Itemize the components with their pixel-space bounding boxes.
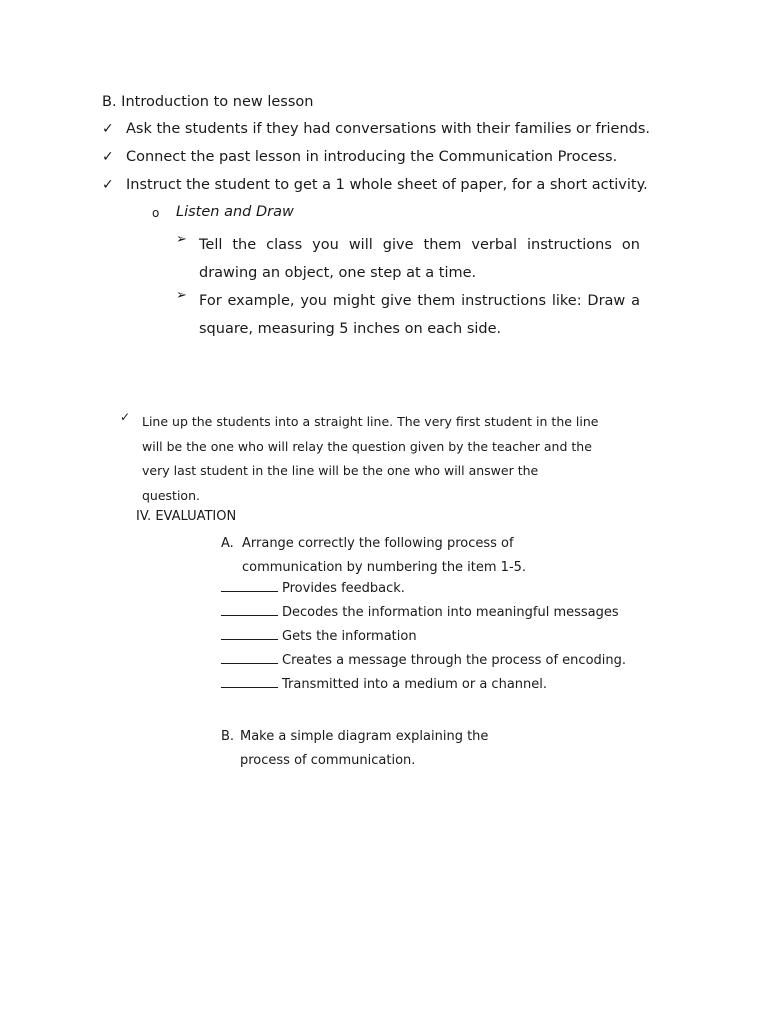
answer-blank[interactable] (221, 580, 278, 592)
answer-row-text: Transmitted into a medium or a channel. (282, 677, 548, 692)
activity-step-text: Tell the class you will give them verbal instructions on drawing an object, one step at a time. (199, 237, 640, 281)
circle-bullet-icon: o (152, 206, 160, 220)
answer-row-text: Provides feedback. (282, 581, 405, 596)
intro-heading: B. Introduction to new lesson (102, 94, 314, 110)
answer-row (221, 580, 405, 596)
answer-row-text: Creates a message through the process of encoding. (282, 653, 627, 668)
arrow-bullet-icon: ➢ (176, 232, 187, 247)
part-b-instruction: Make a simple diagram explaining the process of communication. (240, 729, 489, 768)
checkmark-icon: ✓ (102, 121, 114, 137)
arrow-bullet-icon: ➢ (176, 288, 187, 303)
activity-step-text: For example, you might give them instructions like: Draw a square, measuring 5 inches on each side. (199, 293, 640, 337)
checkmark-icon: ✓ (120, 410, 131, 424)
evaluation-part-b (221, 725, 541, 773)
checkmark-icon: ✓ (102, 149, 114, 165)
answer-row-text: Gets the information (282, 629, 417, 644)
evaluation-part-a (221, 532, 601, 580)
activity-step (176, 288, 640, 343)
answer-row (221, 676, 547, 692)
check-item-text: Connect the past lesson in introducing the Communication Process. (126, 149, 618, 165)
check-item-text: Instruct the student to get a 1 whole sheet of paper, for a short activity. (126, 177, 648, 193)
check-item-text: Ask the students if they had conversations with their families or friends. (126, 121, 651, 137)
answer-blank[interactable] (221, 628, 278, 640)
activity-step (176, 232, 640, 287)
evaluation-heading: IV. EVALUATION (136, 509, 237, 524)
activity-label: Listen and Draw (176, 204, 294, 220)
part-a-letter: A. (221, 536, 234, 551)
answer-row-text: Decodes the information into meaningful messages (282, 605, 619, 620)
answer-row (221, 652, 626, 668)
part-b-letter: B. (221, 729, 235, 744)
lineup-text: Line up the students into a straight line. The very first student in the line will be the one who will relay the question given by the teacher and the very last student in the line will be the one who will answer the question. (142, 414, 599, 503)
answer-row (221, 604, 619, 620)
answer-blank[interactable] (221, 604, 278, 616)
answer-row (221, 628, 417, 644)
lineup-item (120, 410, 600, 508)
answer-blank[interactable] (221, 676, 278, 688)
part-a-instruction: Arrange correctly the following process of communication by numbering the item 1-5. (242, 536, 527, 575)
answer-blank[interactable] (221, 652, 278, 664)
checkmark-icon: ✓ (102, 177, 114, 193)
